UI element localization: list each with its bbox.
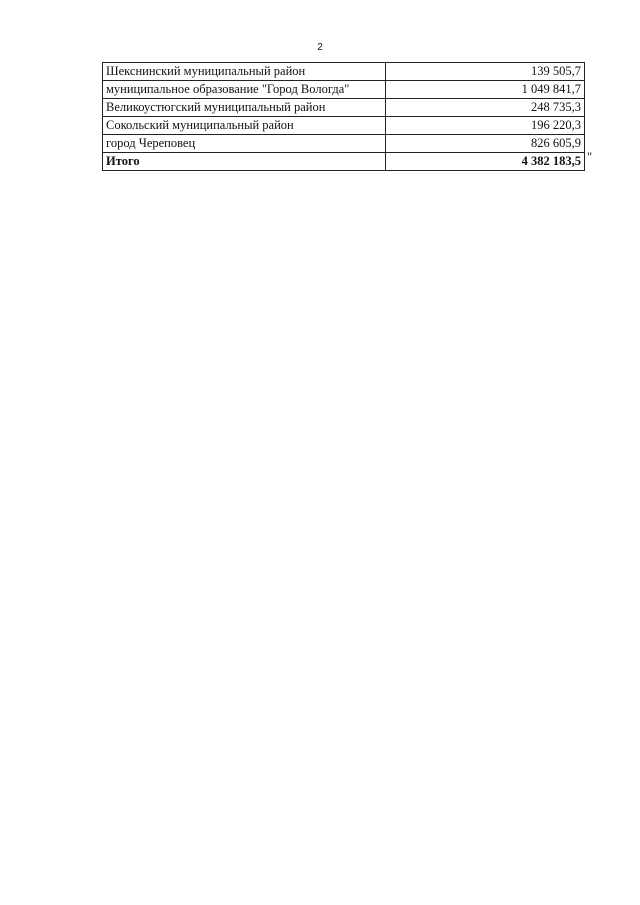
table-row <box>103 81 585 99</box>
row-name: город Череповец <box>103 135 386 153</box>
table-row <box>103 99 585 117</box>
row-value: 1 049 841,7 <box>386 81 585 99</box>
row-name: Шекснинский муниципальный район <box>103 63 386 81</box>
total-label: Итого <box>103 153 386 171</box>
table-row <box>103 135 585 153</box>
row-value: 139 505,7 <box>386 63 585 81</box>
row-value: 826 605,9 <box>386 135 585 153</box>
total-row <box>103 153 585 171</box>
page-number: 2 <box>317 42 323 53</box>
allocation-table <box>102 62 585 171</box>
row-value: 196 220,3 <box>386 117 585 135</box>
row-name: Великоустюгский муниципальный район <box>103 99 386 117</box>
total-value: 4 382 183,5 <box>386 153 585 171</box>
row-name: Сокольский муниципальный район <box>103 117 386 135</box>
closing-quote: " <box>587 150 593 164</box>
table-row <box>103 63 585 81</box>
table-row <box>103 117 585 135</box>
row-value: 248 735,3 <box>386 99 585 117</box>
row-name: муниципальное образование "Город Вологда" <box>103 81 386 99</box>
